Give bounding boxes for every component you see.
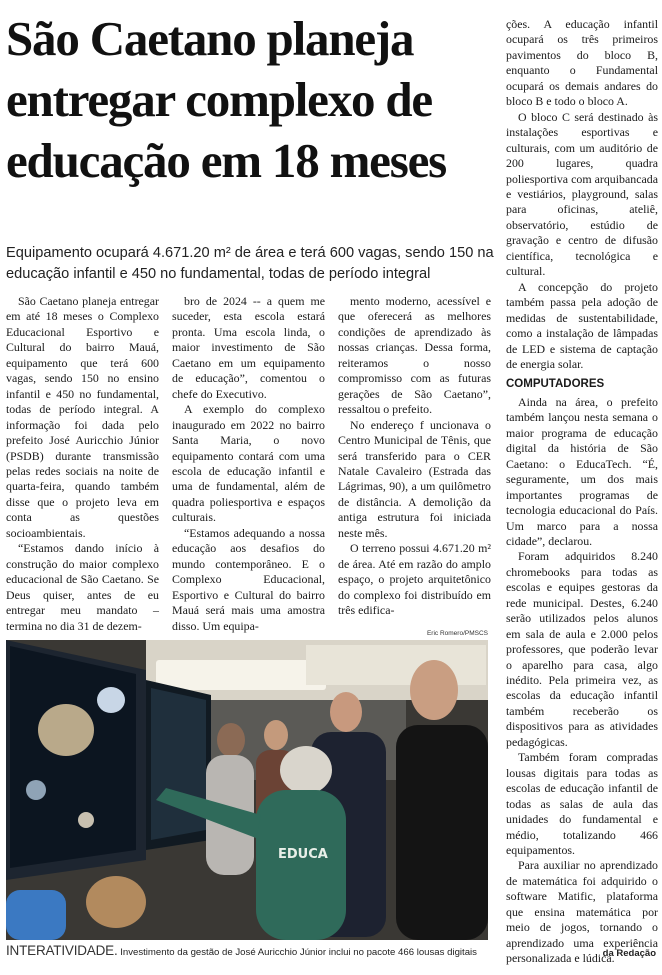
byline: da Redação	[602, 948, 656, 959]
paragraph: bro de 2024 -- a quem me suceder, esta escola estará pronta. Uma escola linda, o maior investimento de São Caetano em um equipamento de educação”, comentou o chefe do Executivo.	[172, 294, 325, 401]
shirt-text: EDUCA	[278, 847, 328, 862]
paragraph: Ainda na área, o prefeito também lançou nesta semana o maior programa de educação digital da história de São Caetano: o EducaTech. “É, seguramente, um dos mais importantes programas de tecnologia educacional do País. Um marco para a nossa cidade”, declarou.	[506, 394, 658, 548]
paragraph: “Estamos dando início à construção do maior complexo educacional de São Caetano. Se Deus quiser, antes de eu entregar meu mandato – termina no dia 31 de dezem-	[6, 541, 159, 633]
paragraph: Foram adquiridos 8.240 chromebooks para todas as escolas e equipes gestoras da rede municipal. Destes, 6.240 serão utilizados pelos alunos em sala de aula e 2.000 pelos professores, que poderão levar o aparelho para casa, algo inédito. Pela primeira vez, as escolas da educação infantil também receberão os dispositivos para as atividades pedagógicas.	[506, 549, 658, 749]
classroom-scene-illustration	[6, 640, 488, 940]
paragraph: O bloco C será destinado às instalações esportivas e culturais, com um auditório de 200 lugares, quadra poliesportiva com arquibancada e vestiários, playground, salas para oficinas, ateliê, observatório, estúdio de gravação e centro de difusão científica, tecnológica e cultural.	[506, 109, 658, 279]
article-column-4	[506, 17, 658, 967]
section-subtitle: COMPUTADORES	[506, 378, 605, 391]
photo-caption	[6, 943, 488, 958]
caption-text: Investimento da gestão de José Auricchio Júnior inclui no pacote 466 lousas digitais	[120, 947, 477, 958]
caption-label: INTERATIVIDADE.	[6, 943, 118, 958]
article-column-3	[338, 294, 491, 619]
article-photo	[6, 640, 488, 940]
article-column-2	[172, 294, 325, 634]
paragraph: “Estamos adequando a nossa educação aos desafios do mundo contemporâneo. E o Complexo Educacional, Esportivo e Cultural do bairro Mauá será mais uma amostra disso. Um equipa-	[172, 525, 325, 633]
paragraph: O terreno possui 4.671.20 m² de área. Até em razão do amplo espaço, o projeto arquitetônico do complexo foi distribuído em três edifica-	[338, 541, 491, 618]
headline: São Caetano planeja entregar complexo de educação em 18 meses	[6, 11, 447, 188]
paragraph: A concepção do projeto também passa pela adoção de medidas de sustentabilidade, como a instalação de lâmpadas de LED e sistema de captação de energia solar.	[506, 279, 658, 371]
paragraph: mento moderno, acessível e que oferecerá as melhores condições de aprendizado às nossas crianças. Dessa forma, reiteramos o nosso compromisso com as futuras gerações de São Caetano”, ressaltou o prefeito.	[338, 294, 491, 417]
paragraph: Para auxiliar no aprendizado de matemática foi adquirido o software Matific, plataforma que ensina matemática por meio de jogos, tornando o aprendizado uma experiência personalizada e lúdica.	[506, 858, 658, 966]
paragraph: ções. A educação infantil ocupará os três primeiros pavimentos do bloco B, enquanto o Fundamental ocupará os demais andares do bloco B e todo o bloco A.	[506, 17, 658, 109]
subheadline: Equipamento ocupará 4.671.20 m² de área e terá 600 vagas, sendo 150 na educação infantil e 450 no fundamental, todas de período integral	[6, 245, 494, 282]
article-column-1	[6, 294, 159, 634]
photo-credit: Eric Romero/PMSCS	[426, 630, 488, 637]
paragraph: São Caetano planeja entregar em até 18 meses o Complexo Educacional Esportivo e Cultural do bairro Mauá, equipamento que terá 600 vagas, sendo 150 no ensino infantil e 450 no fundamental, todas de período integral. A informação foi dada pelo prefeito José Auricchio Júnior (PSDB) durante transmissão pelas redes sociais na noite de quarta-feira, quando também disse que o projeto leva em conta as questões socioambientais.	[6, 294, 159, 540]
paragraph: Também foram compradas lousas digitais para todas as escolas de educação infantil de todas as salas de aula das unidades do fundamental e médio, totalizando 466 equipamentos.	[506, 750, 658, 858]
paragraph: A exemplo do complexo inaugurado em 2022 no bairro Santa Maria, o novo equipamento contará com uma escola de educação infantil e uma de fundamental, além de quadra poliesportiva e espaços culturais.	[172, 402, 325, 525]
paragraph: No endereço f uncionava o Centro Municipal de Tênis, que será transferido para o CER Natale Cavaleiro (Estrada das Lágrimas, 90), a um quilômetro de distância. A demolição da antiga estrutura foi iniciada neste mês.	[338, 417, 491, 540]
